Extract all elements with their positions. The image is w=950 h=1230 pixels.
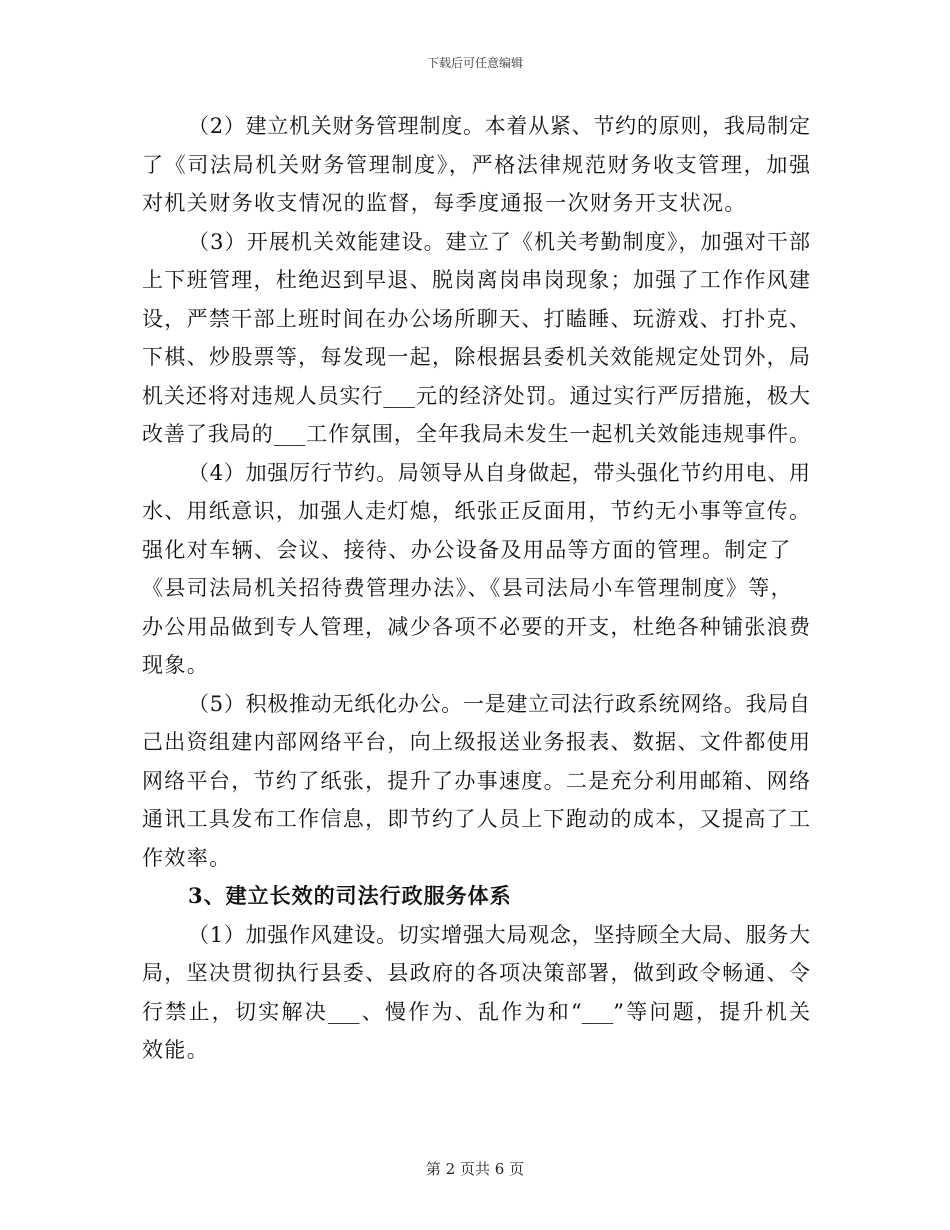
paragraph-3-line-4: 下棋、炒股票等，每发现一起，除根据县委机关效能规定处罚外，局 <box>142 345 810 369</box>
paragraph-s3-1-line-4: 效能。 <box>142 1038 210 1062</box>
paragraph-5-line-1: （5）积极推动无纸化办公。一是建立司法行政系统网络。我局自 <box>188 691 810 716</box>
paragraph-4-line-2: 水、用纸意识，加强人走灯熄，纸张正反面用，节约无小事等宣传。 <box>142 499 810 523</box>
paragraph-4-line-6: 现象。 <box>142 653 210 677</box>
paragraph-4-line-1: （4）加强厉行节约。局领导从自身做起，带头强化节约用电、用 <box>188 460 810 485</box>
paragraph-2-line-2: 了《司法局机关财务管理制度》，严格法律规范财务收支管理，加强 <box>142 152 810 177</box>
paragraph-s3-1-line-2: 局，坚决贯彻执行县委、县政府的各项决策部署，做到政令畅通、令 <box>142 961 810 985</box>
paragraph-3-line-6: 改善了我局的___工作氛围，全年我局未发生一起机关效能违规事件。 <box>142 422 810 446</box>
paragraph-3-line-1: （3）开展机关效能建设。建立了《机关考勤制度》，加强对干部 <box>188 229 810 254</box>
paragraph-s3-1-line-1: （1）加强作风建设。切实增强大局观念，坚持顾全大局、服务大 <box>188 922 810 947</box>
paragraph-4-line-5: 办公用品做到专人管理，减少各项不必要的开支，杜绝各种铺张浪费 <box>142 614 810 639</box>
document-body <box>142 110 810 1073</box>
paragraph-2-line-1: （2）建立机关财务管理制度。本着从紧、节约的原则，我局制定 <box>188 114 810 138</box>
paragraph-3-line-3: 设，严禁干部上班时间在办公场所聊天、打瞌睡、玩游戏、打扑克、 <box>142 306 810 331</box>
paragraph-3-line-5: 机关还将对违规人员实行___元的经济处罚。通过实行严厉措施，极大 <box>142 383 810 408</box>
paragraph-s3-1-line-3: 行禁止，切实解决___、慢作为、乱作为和“___”等问题，提升机关 <box>142 999 810 1024</box>
paragraph-5-line-3: 网络平台，节约了纸张，提升了办事速度。二是充分利用邮箱、网络 <box>142 768 810 793</box>
header-note: 下载后可任意编辑 <box>426 56 523 70</box>
paragraph-2-line-3: 对机关财务收支情况的监督，每季度通报一次财务开支状况。 <box>142 191 747 215</box>
paragraph-5-line-4: 通讯工具发布工作信息，即节约了人员上下跑动的成本，又提高了工 <box>142 807 810 831</box>
section-heading-3: 3、建立长效的司法行政服务体系 <box>188 883 512 908</box>
page-footer: 第 2 页共 6 页 <box>425 1160 525 1178</box>
paragraph-5-line-5: 作效率。 <box>142 845 232 870</box>
paragraph-3-line-2: 上下班管理，杜绝迟到早退、脱岗离岗串岗现象；加强了工作作风建 <box>142 268 810 292</box>
paragraph-4-line-4: 《县司法局机关招待费管理办法》、《县司法局小车管理制度》等， <box>142 576 793 600</box>
paragraph-4-line-3: 强化对车辆、会议、接待、办公设备及用品等方面的管理。制定了 <box>142 537 792 562</box>
paragraph-5-line-2: 己出资组建内部网络平台，向上级报送业务报表、数据、文件都使用 <box>142 730 810 754</box>
